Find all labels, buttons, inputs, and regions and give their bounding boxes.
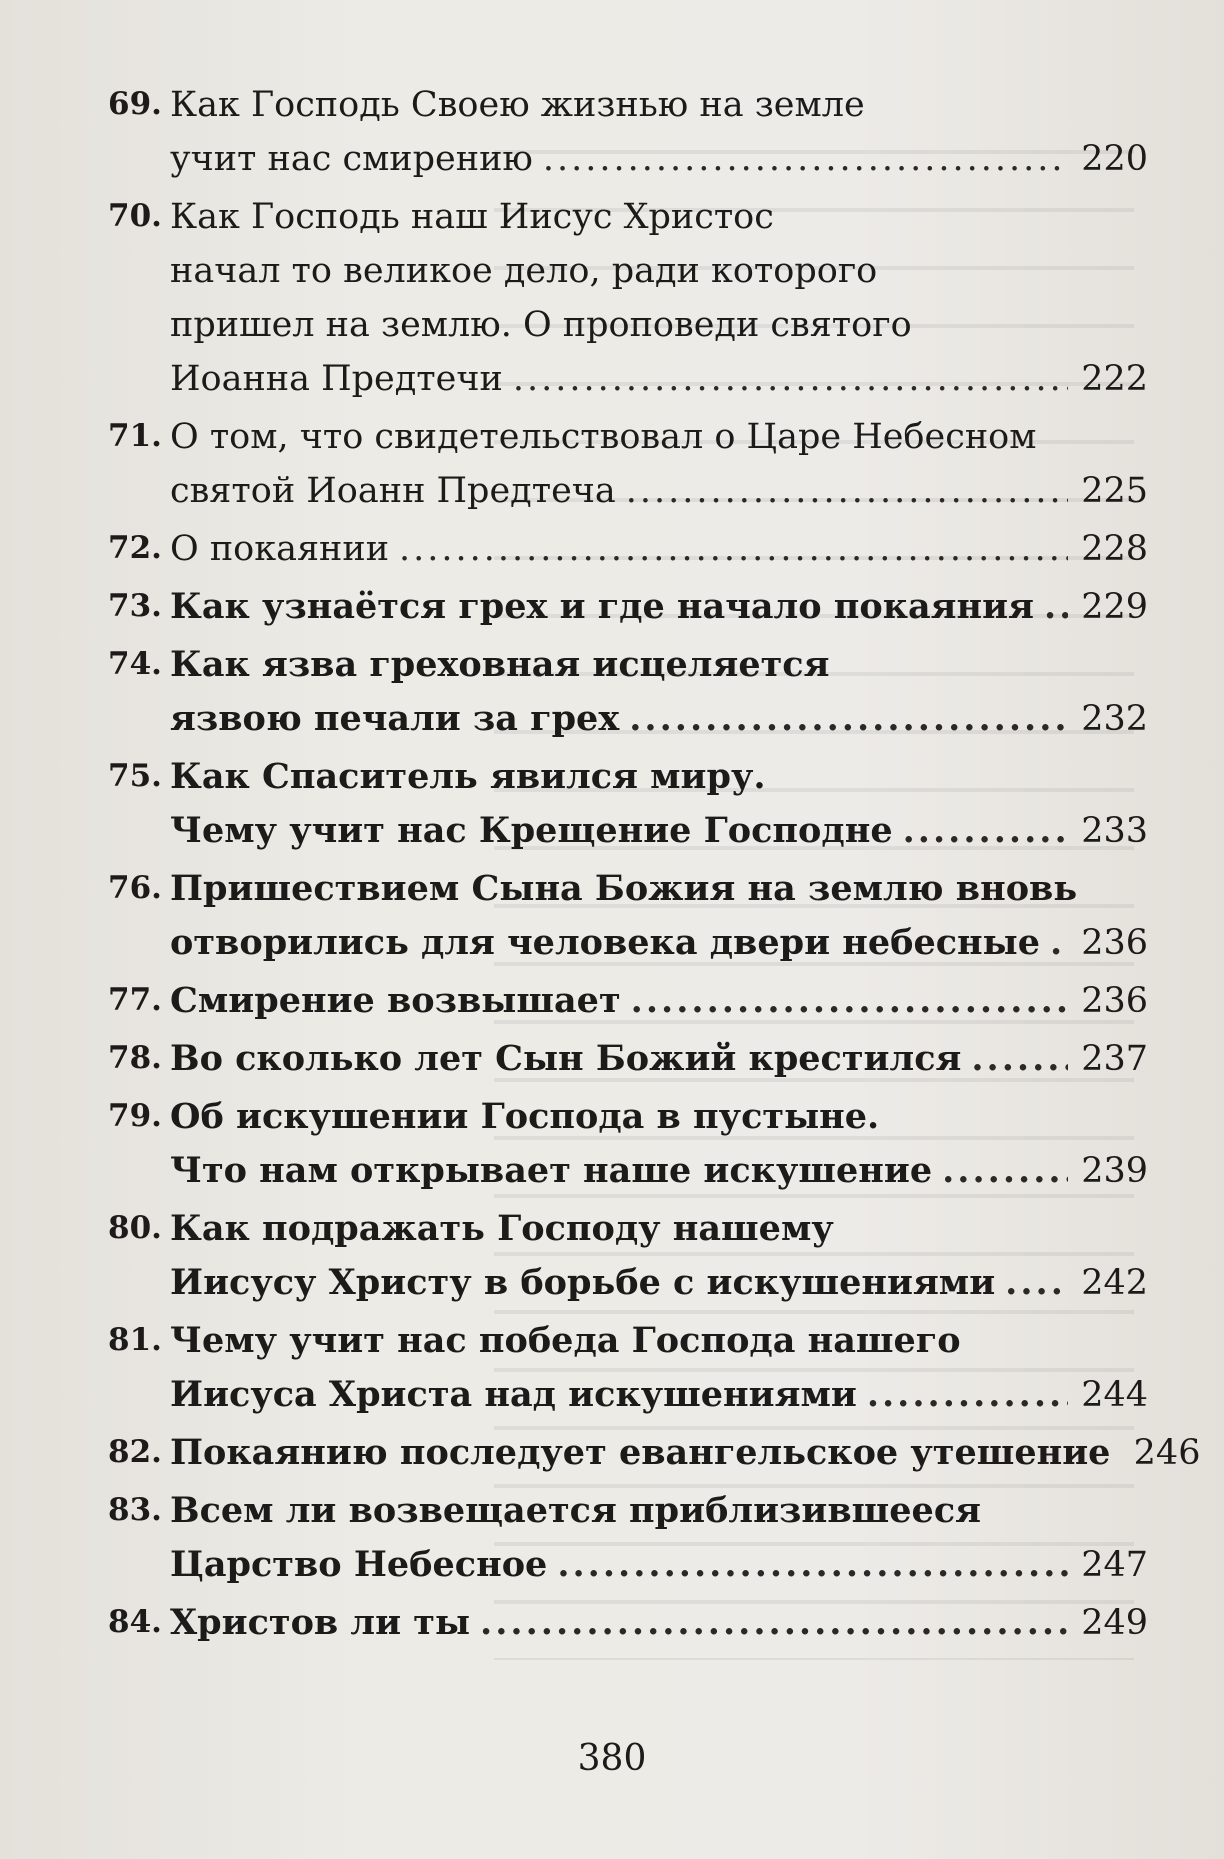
entry-number: 78. xyxy=(108,1040,162,1076)
dot-leader xyxy=(399,522,1068,576)
entry-title-line: Иисуса Христа над искушениями xyxy=(170,1374,857,1415)
entry-page-number: 229 xyxy=(1081,587,1148,627)
toc-entry xyxy=(108,1596,1148,1650)
entry-title xyxy=(170,974,1148,1028)
entry-title xyxy=(170,750,1148,858)
toc-entry xyxy=(108,1314,1148,1422)
entry-last-line xyxy=(170,580,1148,634)
entry-title-line: Как Господь Своею жизнью на земле xyxy=(170,85,865,125)
entry-title-line: Иоанна Предтечи xyxy=(170,359,503,399)
dot-leader xyxy=(903,804,1068,858)
entry-title xyxy=(170,78,1148,186)
entry-title-line: Всем ли возвещается приблизившееся xyxy=(170,1490,981,1531)
toc-entry xyxy=(108,580,1148,634)
entry-title xyxy=(170,1596,1148,1650)
dot-leader xyxy=(1050,916,1068,970)
entry-last-line xyxy=(170,1368,1148,1422)
entry-number: 71. xyxy=(108,418,162,454)
toc-entry xyxy=(108,190,1148,406)
entry-title-line: начал то великое дело, ради которого xyxy=(170,251,878,291)
dot-leader xyxy=(543,132,1068,186)
entry-last-line xyxy=(170,804,1148,858)
toc-entry xyxy=(108,1484,1148,1592)
entry-title xyxy=(170,1314,1148,1422)
entry-number: 73. xyxy=(108,588,162,624)
entry-page-number: 228 xyxy=(1081,529,1148,569)
entry-last-line xyxy=(170,1426,1201,1480)
entry-page-number: 247 xyxy=(1081,1545,1148,1585)
entry-last-line xyxy=(170,1144,1148,1198)
entry-last-line xyxy=(170,916,1148,970)
dot-leader xyxy=(942,1144,1068,1198)
entry-title xyxy=(170,862,1148,970)
entry-page-number: 242 xyxy=(1081,1263,1148,1303)
dot-leader xyxy=(629,692,1068,746)
toc-entry xyxy=(108,750,1148,858)
entry-title-line: Как подражать Господу нашему xyxy=(170,1208,834,1249)
dot-leader xyxy=(513,352,1068,406)
entry-title-line: Христов ли ты xyxy=(170,1602,471,1643)
entry-last-line xyxy=(170,1596,1148,1650)
entry-page-number: 239 xyxy=(1081,1151,1148,1191)
entry-number: 76. xyxy=(108,870,162,906)
entry-title-line: Царство Небесное xyxy=(170,1544,548,1585)
entry-last-line xyxy=(170,1032,1148,1086)
entry-title-line: отворились для человека двери небесные xyxy=(170,922,1041,963)
toc-entry xyxy=(108,78,1148,186)
entry-page-number: 236 xyxy=(1081,981,1148,1021)
toc-entry xyxy=(108,522,1148,576)
toc-entry xyxy=(108,1032,1148,1086)
entry-last-line xyxy=(170,974,1148,1028)
dot-leader xyxy=(480,1596,1068,1650)
entry-page-number: 233 xyxy=(1081,811,1148,851)
entry-title xyxy=(170,1484,1148,1592)
entry-title xyxy=(170,580,1148,634)
dot-leader xyxy=(626,464,1068,518)
entry-title xyxy=(170,1202,1148,1310)
entry-title-line: Смирение возвышает xyxy=(170,980,621,1021)
dot-leader xyxy=(631,974,1068,1028)
toc-entry xyxy=(108,1426,1201,1480)
entry-page-number: 225 xyxy=(1081,471,1148,511)
toc-entry xyxy=(108,862,1148,970)
entry-number: 83. xyxy=(108,1492,162,1528)
entry-page-number: 220 xyxy=(1081,139,1148,179)
entry-last-line xyxy=(170,1256,1148,1310)
entry-page-number: 222 xyxy=(1081,359,1148,399)
entry-title-line: Как Господь наш Иисус Христос xyxy=(170,197,774,237)
toc-entry xyxy=(108,410,1148,518)
entry-number: 77. xyxy=(108,982,162,1018)
entry-title xyxy=(170,1032,1148,1086)
dot-leader xyxy=(971,1032,1068,1086)
entry-last-line xyxy=(170,1538,1148,1592)
entry-title-line: Как язва греховная исцеляется xyxy=(170,644,830,685)
dot-leader xyxy=(867,1368,1068,1422)
entry-title-line: Покаянию последует евангельское утешение xyxy=(170,1432,1111,1473)
entry-title-line: Чему учит нас победа Господа нашего xyxy=(170,1320,961,1361)
entry-title-line: Что нам открывает наше искушение xyxy=(170,1150,933,1191)
entry-title-line: Чему учит нас Крещение Господне xyxy=(170,810,893,851)
entry-last-line xyxy=(170,464,1148,518)
toc-entry xyxy=(108,1090,1148,1198)
dot-leader xyxy=(1005,1256,1068,1310)
entry-title xyxy=(170,410,1148,518)
entry-title xyxy=(170,1090,1148,1198)
dot-leader xyxy=(557,1538,1068,1592)
entry-title-line: О том, что свидетельствовал о Царе Небесном xyxy=(170,417,1037,457)
toc-entry xyxy=(108,1202,1148,1310)
entry-title-line: святой Иоанн Предтеча xyxy=(170,471,616,511)
entry-number: 79. xyxy=(108,1098,162,1134)
entry-page-number: 249 xyxy=(1081,1603,1148,1643)
entry-last-line xyxy=(170,132,1148,186)
entry-title-line: Как узнаётся грех и где начало покаяния xyxy=(170,586,1034,627)
entry-number: 80. xyxy=(108,1210,162,1246)
entry-last-line xyxy=(170,522,1148,576)
entry-title-line: О покаянии xyxy=(170,529,390,569)
entry-page-number: 236 xyxy=(1081,923,1148,963)
entry-number: 70. xyxy=(108,198,162,234)
entry-title-line: Во сколько лет Сын Божий крестился xyxy=(170,1038,962,1079)
entry-number: 75. xyxy=(108,758,162,794)
entry-page-number: 237 xyxy=(1081,1039,1148,1079)
entry-number: 82. xyxy=(108,1434,162,1470)
entry-title xyxy=(170,1426,1201,1480)
entry-title-line: Как Спаситель явился миру. xyxy=(170,756,766,797)
dot-leader xyxy=(1044,580,1068,634)
entry-last-line xyxy=(170,692,1148,746)
entry-number: 81. xyxy=(108,1322,162,1358)
entry-page-number: 244 xyxy=(1081,1375,1148,1415)
entry-page-number: 232 xyxy=(1081,699,1148,739)
entry-title xyxy=(170,522,1148,576)
entry-title-line: Об искушении Господа в пустыне. xyxy=(170,1096,880,1137)
page-number: 380 xyxy=(577,1738,647,1779)
entry-title xyxy=(170,190,1148,406)
entry-title-line: Иисусу Христу в борьбе с искушениями xyxy=(170,1262,996,1303)
toc-entry xyxy=(108,974,1148,1028)
entry-page-number: 246 xyxy=(1133,1433,1201,1473)
entry-number: 72. xyxy=(108,530,162,566)
entry-title-line: учит нас смирению xyxy=(170,139,533,179)
entry-title-line: язвою печали за грех xyxy=(170,698,620,739)
entry-number: 84. xyxy=(108,1604,162,1640)
entry-title-line: Пришествием Сына Божия на землю вновь xyxy=(170,868,1078,909)
entry-number: 69. xyxy=(108,86,162,122)
entry-number: 74. xyxy=(108,646,162,682)
table-of-contents xyxy=(108,78,1201,1654)
entry-title xyxy=(170,638,1148,746)
toc-entry xyxy=(108,638,1148,746)
entry-title-line: пришел на землю. О проповеди святого xyxy=(170,305,912,345)
entry-last-line xyxy=(170,352,1148,406)
